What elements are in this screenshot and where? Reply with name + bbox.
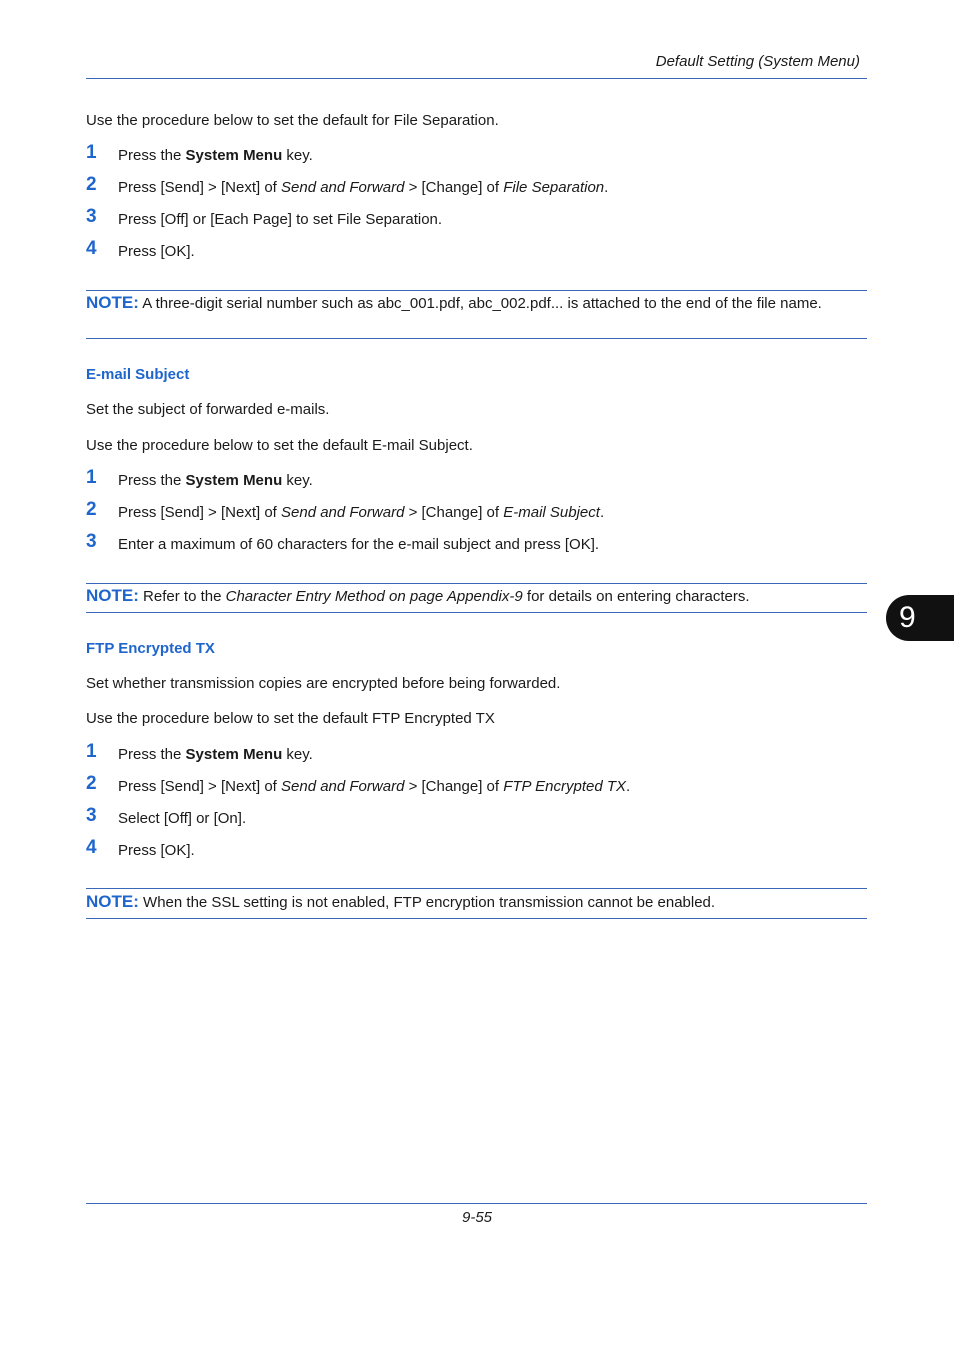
step-number: 4 [86,837,97,858]
note-label: NOTE: [86,586,139,605]
step-text: Select [Off] or [On]. [118,810,247,827]
step-number: 1 [86,467,97,488]
fs-note [86,294,846,312]
step-text: Press [Send] > [Next] of Send and Forward > [Change] of File Separation. [118,179,609,196]
step-text: Press the System Menu key. [118,472,313,489]
file-separation-intro: Use the procedure below to set the default for File Separation. [86,112,499,129]
step-number: 3 [86,531,97,552]
header-rule [86,78,867,79]
note-text: A three-digit serial number such as abc_001.pdf, abc_002.pdf... is attached to the end of the file name. [138,295,822,312]
step-number: 3 [86,805,97,826]
ftp-note [86,893,846,911]
step-number: 1 [86,741,97,762]
note-label: NOTE: [86,892,139,911]
note-rule-bottom [86,612,867,613]
note-rule-bottom [86,918,867,919]
note-rule-top [86,290,867,291]
footer-rule [86,1203,867,1204]
email-subject-heading: E-mail Subject [86,366,190,383]
page-number: 9-55 [461,1209,493,1226]
step-text: Press [Send] > [Next] of Send and Forward > [Change] of E-mail Subject. [118,504,605,521]
step-text: Press [OK]. [118,842,195,859]
chapter-tab: 9 [886,595,954,641]
step-number: 2 [86,174,97,195]
step-text: Press [Send] > [Next] of Send and Forward > [Change] of FTP Encrypted TX. [118,778,631,795]
es-note: NOTE: Refer to the Character Entry Method on page Appendix-9 for details on entering characters. [86,586,750,605]
note-rule-bottom [86,338,867,339]
step-text: Press the System Menu key. [118,746,313,763]
email-subject-intro: Use the procedure below to set the default E-mail Subject. [86,437,473,454]
step-number: 1 [86,142,97,163]
step-number: 2 [86,499,97,520]
step-text: Press [Off] or [Each Page] to set File Separation. [118,211,443,228]
step-text: Press [OK]. [118,243,195,260]
note-rule-top [86,583,867,584]
step-number: 3 [86,206,97,227]
ftp-encrypted-heading: FTP Encrypted TX [86,640,215,657]
note-text: When the SSL setting is not enabled, FTP encryption transmission cannot be enabled. [138,894,716,911]
email-subject-desc: Set the subject of forwarded e-mails. [86,401,330,418]
note-rule-top [86,888,867,889]
note-reference: Character Entry Method on page Appendix-9 [225,588,523,605]
step-text: Press the System Menu key. [118,147,313,164]
ftp-encrypted-desc: Set whether transmission copies are encrypted before being forwarded. [86,675,561,692]
step-number: 2 [86,773,97,794]
step-text: Enter a maximum of 60 characters for the e-mail subject and press [OK]. [118,536,600,553]
note-label: NOTE: [86,293,139,312]
running-header: Default Setting (System Menu) [655,53,860,70]
ftp-encrypted-intro: Use the procedure below to set the default FTP Encrypted TX [86,710,495,727]
step-number: 4 [86,238,97,259]
